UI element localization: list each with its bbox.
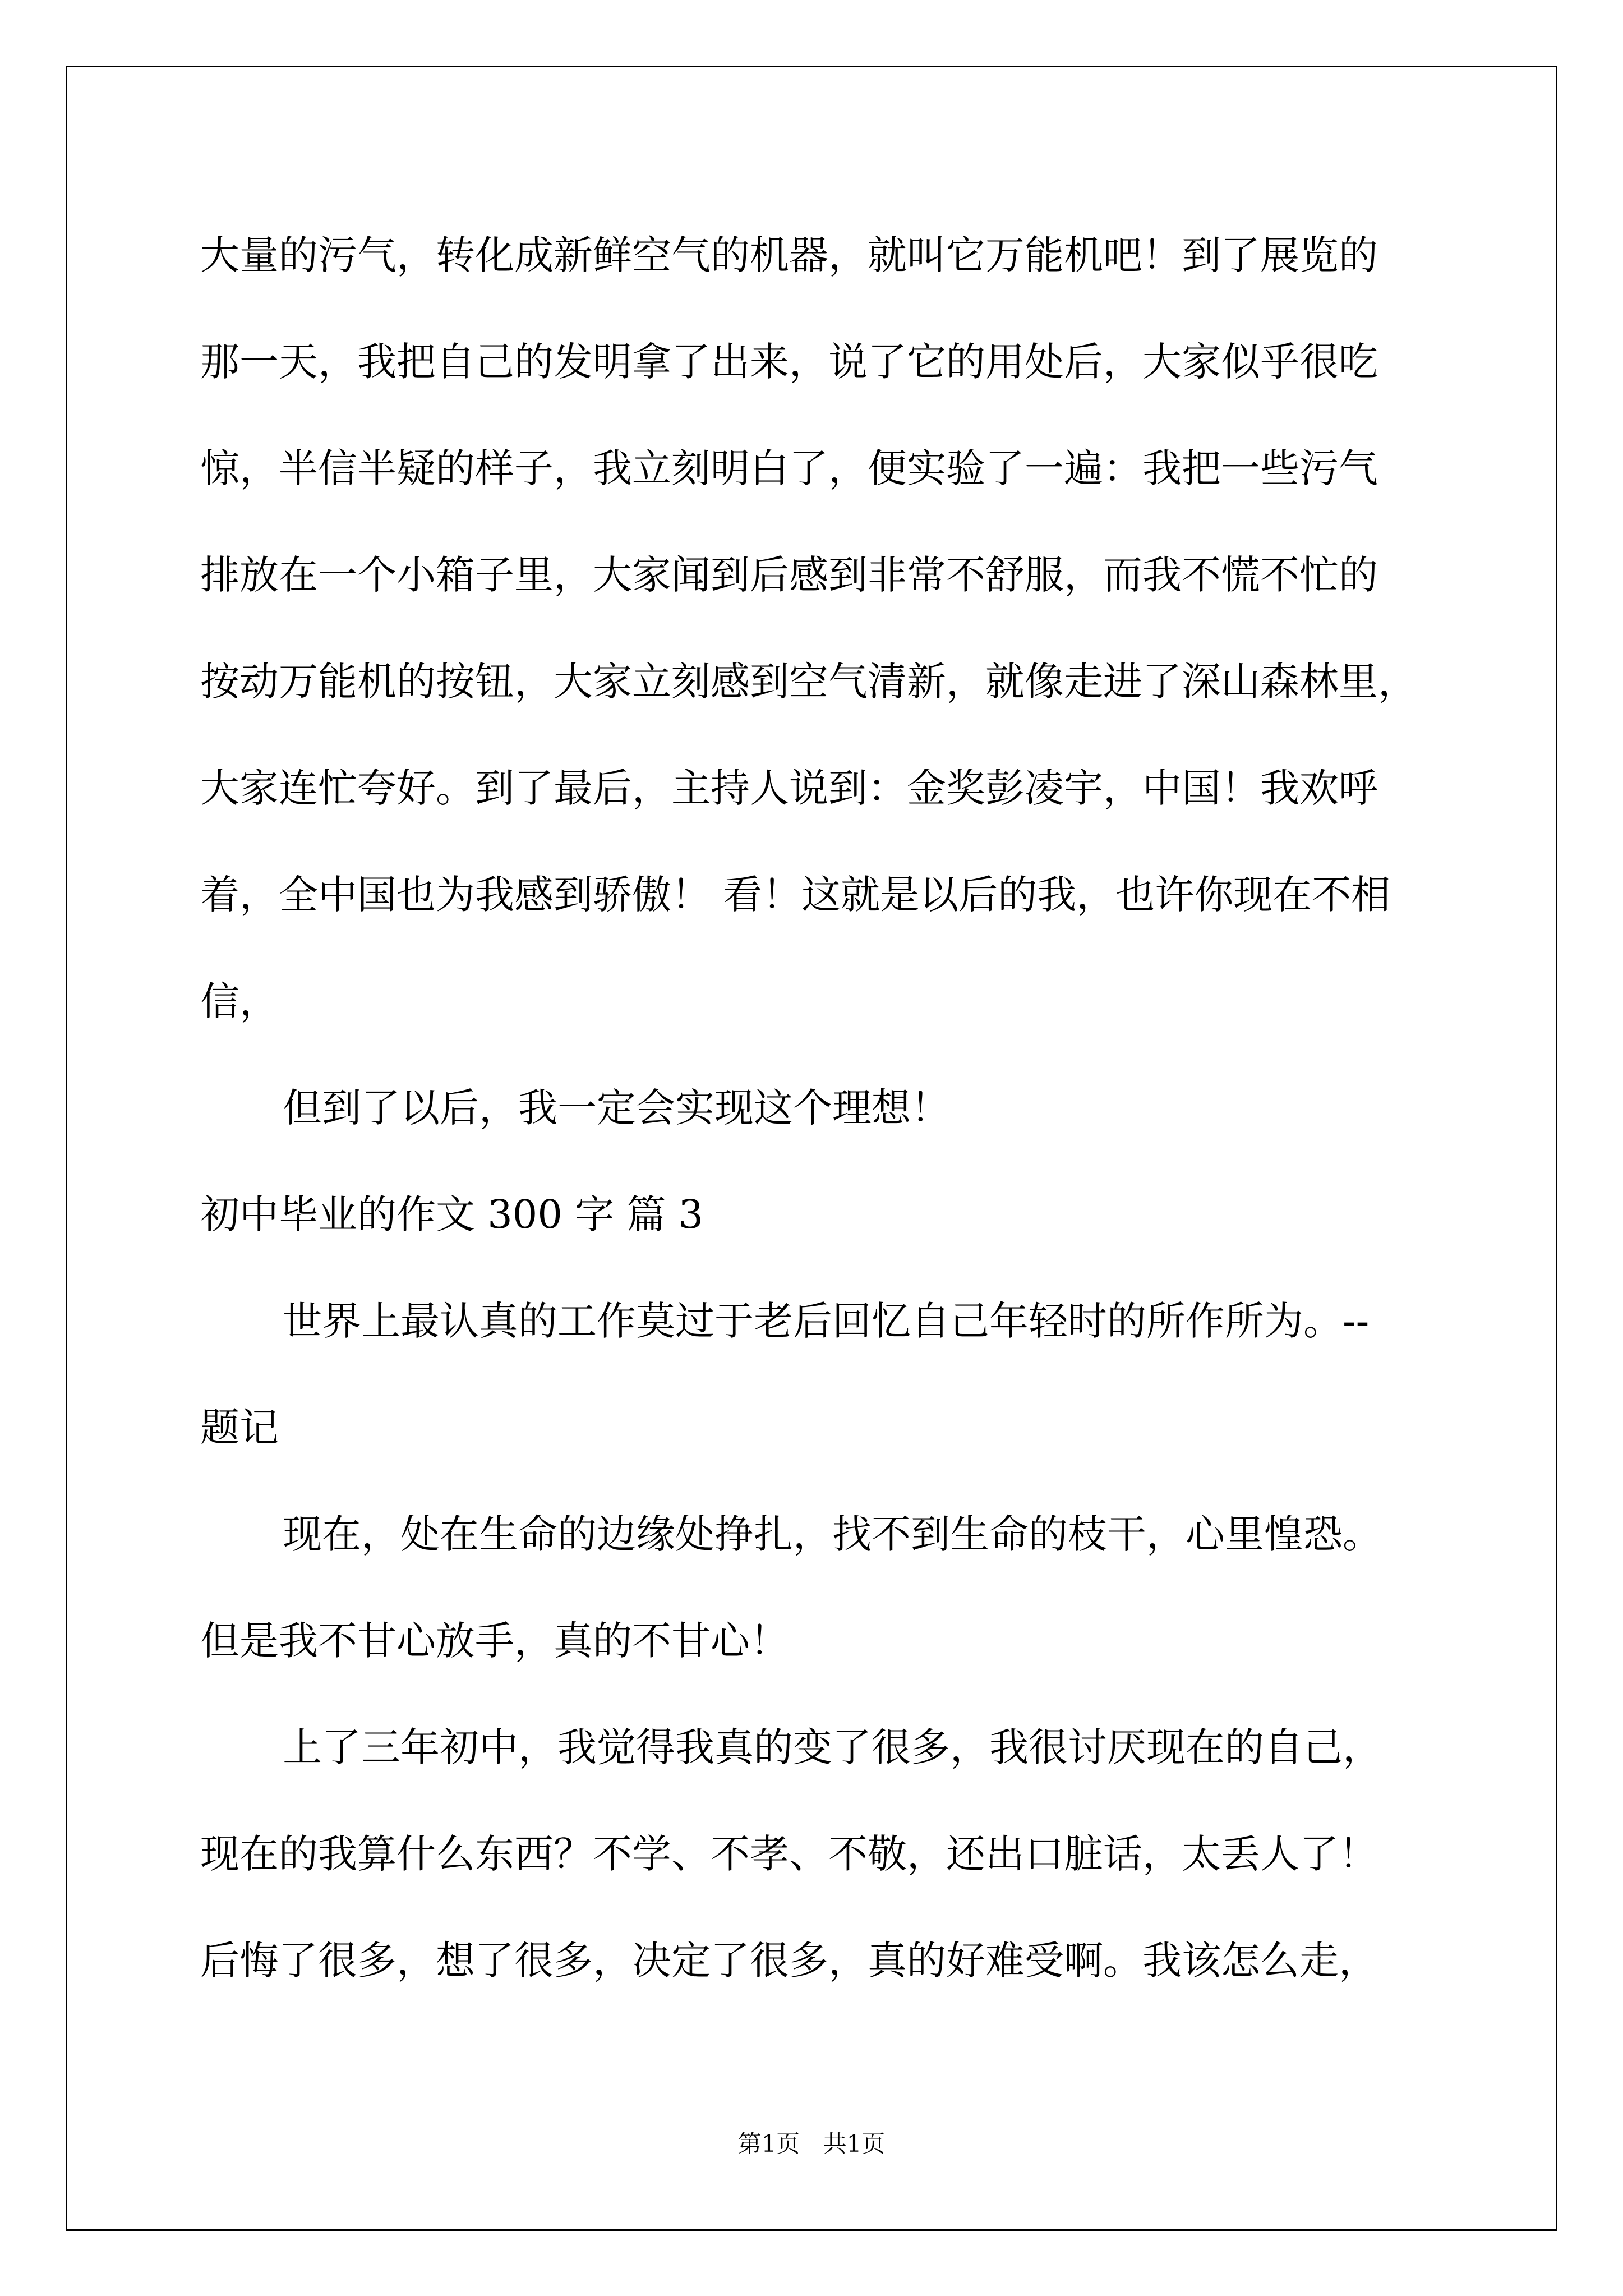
text-line: 着，全中国也为我感到骄傲！ 看！这就是以后的我，也许你现在不相	[200, 872, 1391, 918]
text-line: 排放在一个小箱子里，大家闻到后感到非常不舒服，而我不慌不忙的	[200, 552, 1378, 598]
page-footer	[0, 2127, 1623, 2161]
text-line: 按动万能机的按钮，大家立刻感到空气清新，就像走进了深山森林里，	[200, 659, 1417, 705]
document-body	[200, 202, 1456, 2014]
text-line: 现在的我算什么东西？不学、不孝、不敬，还出口脏话，太丢人了！	[200, 1831, 1378, 1877]
text-line: 现在，处在生命的边缘处挣扎，找不到生命的枝干，心里惶恐。	[283, 1511, 1382, 1557]
page-number-current: 第1页	[737, 2130, 800, 2157]
text-line: 世界上最认真的工作莫过于老后回忆自己年轻时的所作所为。--	[283, 1298, 1370, 1344]
text-line: 那一天，我把自己的发明拿了出来，说了它的用处后，大家似乎很吃	[200, 339, 1378, 385]
page-number-total: 共1页	[823, 2130, 886, 2157]
text-line: 后悔了很多，想了很多，决定了很多，真的好难受啊。我该怎么走，	[200, 1938, 1378, 1984]
text-line: 上了三年初中，我觉得我真的变了很多，我很讨厌现在的自己，	[283, 1724, 1382, 1770]
section-heading: 初中毕业的作文 300 字 篇 3	[200, 1191, 704, 1237]
text-line: 题记	[200, 1405, 279, 1451]
text-line: 惊，半信半疑的样子，我立刻明白了，便实验了一遍：我把一些污气	[200, 445, 1378, 491]
text-line: 大量的污气，转化成新鲜空气的机器，就叫它万能机吧！到了展览的	[200, 232, 1378, 278]
text-line: 但是我不甘心放手，真的不甘心！	[200, 1618, 789, 1664]
text-line: 信，	[200, 978, 279, 1024]
text-line: 大家连忙夸好。到了最后，主持人说到：金奖彭凌宇，中国！我欢呼	[200, 765, 1378, 811]
text-line: 但到了以后，我一定会实现这个理想！	[283, 1085, 950, 1131]
